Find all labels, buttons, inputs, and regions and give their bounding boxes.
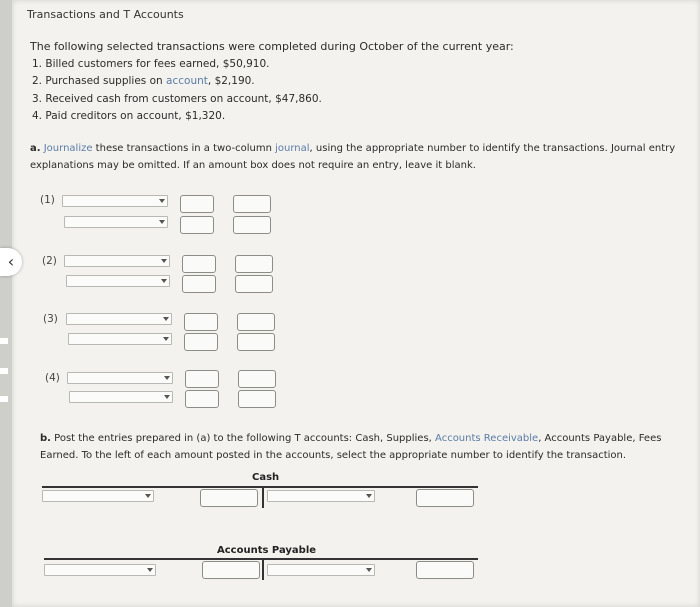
dropdown-arrow-icon: [366, 494, 372, 498]
question-page: [12, 0, 700, 607]
entry-2-debit-amount-2[interactable]: [182, 275, 216, 293]
entry-4-debit-account-select[interactable]: [67, 372, 173, 384]
t-account-divider: [262, 558, 264, 580]
dropdown-arrow-icon: [159, 220, 165, 224]
entry-3-credit-amount-1[interactable]: [237, 313, 275, 331]
t-account-top-line: [44, 558, 478, 560]
entry-3-credit-amount-2[interactable]: [237, 333, 275, 351]
entry-2-credit-account-select[interactable]: [66, 275, 170, 287]
entry-2-debit-amount-1[interactable]: [182, 255, 216, 273]
entry-label-2: (2): [42, 255, 57, 267]
dropdown-arrow-icon: [163, 337, 169, 341]
entry-1-debit-amount-2[interactable]: [180, 216, 214, 234]
transaction-2: 2. Purchased supplies on account, $2,190.: [32, 75, 255, 87]
entry-1-credit-amount-2[interactable]: [233, 216, 271, 234]
entry-4-credit-amount-1[interactable]: [238, 370, 276, 388]
entry-3-debit-account-select[interactable]: [66, 313, 172, 325]
dropdown-arrow-icon: [159, 199, 165, 203]
entry-label-1: (1): [40, 194, 55, 206]
t-account-divider: [262, 486, 264, 508]
cash-debit-transaction-select[interactable]: [42, 490, 154, 502]
intro-text: The following selected transactions were completed during October of the current year:: [30, 40, 514, 53]
dropdown-arrow-icon: [147, 568, 153, 572]
nav-tick: [0, 368, 8, 374]
entry-1-debit-account-select[interactable]: [62, 195, 168, 207]
dropdown-arrow-icon: [161, 279, 167, 283]
entry-4-debit-amount-1[interactable]: [185, 370, 219, 388]
entry-1-debit-amount-1[interactable]: [180, 195, 214, 213]
ap-credit-transaction-select[interactable]: [267, 564, 375, 576]
entry-label-4: (4): [45, 372, 60, 384]
dropdown-arrow-icon: [164, 376, 170, 380]
nav-tick: [0, 338, 8, 344]
t-account-title: Accounts Payable: [217, 545, 317, 556]
cash-credit-amount[interactable]: [416, 489, 474, 507]
cash-debit-amount[interactable]: [200, 489, 258, 507]
dropdown-arrow-icon: [145, 494, 151, 498]
transaction-1: 1. Billed customers for fees earned, $50,910.: [32, 58, 270, 70]
left-nav-strip: [0, 0, 12, 607]
entry-3-debit-amount-1[interactable]: [184, 313, 218, 331]
entry-4-debit-amount-2[interactable]: [185, 390, 219, 408]
ap-debit-amount[interactable]: [202, 561, 260, 579]
t-account-top-line: [42, 486, 478, 488]
entry-label-3: (3): [43, 313, 58, 325]
chevron-left-icon[interactable]: ‹: [0, 248, 22, 276]
cash-credit-transaction-select[interactable]: [267, 490, 375, 502]
entry-2-credit-amount-2[interactable]: [235, 275, 273, 293]
entry-4-credit-account-select[interactable]: [69, 391, 173, 403]
dropdown-arrow-icon: [163, 317, 169, 321]
dropdown-arrow-icon: [161, 259, 167, 263]
nav-tick: [0, 396, 8, 402]
part-a-instructions: a. Journalize these transactions in a two-column journal, using the appropriate number to identify the transactions. Journal entry explanations may be omitted. If an amount box does not require an entry, leave it blank.: [30, 143, 676, 171]
dropdown-arrow-icon: [366, 568, 372, 572]
entry-1-credit-amount-1[interactable]: [233, 195, 271, 213]
page-title: Transactions and T Accounts: [27, 8, 184, 21]
dropdown-arrow-icon: [164, 395, 170, 399]
entry-2-debit-account-select[interactable]: [64, 255, 170, 267]
ap-debit-transaction-select[interactable]: [44, 564, 156, 576]
transaction-3: 3. Received cash from customers on account, $47,860.: [32, 93, 322, 105]
entry-1-credit-account-select[interactable]: [64, 216, 168, 228]
t-account-title: Cash: [252, 472, 280, 483]
entry-4-credit-amount-2[interactable]: [238, 390, 276, 408]
transaction-4: 4. Paid creditors on account, $1,320.: [32, 110, 226, 122]
entry-3-credit-account-select[interactable]: [68, 333, 172, 345]
ap-credit-amount[interactable]: [416, 561, 474, 579]
part-b-instructions: b. Post the entries prepared in (a) to the following T accounts: Cash, Supplies, Accounts Receivable, Accounts Payable, Fees Earned. To the left of each amount posted in the accounts, select the appropriate number to identify the transaction.: [40, 433, 662, 461]
entry-2-credit-amount-1[interactable]: [235, 255, 273, 273]
entry-3-debit-amount-2[interactable]: [184, 333, 218, 351]
